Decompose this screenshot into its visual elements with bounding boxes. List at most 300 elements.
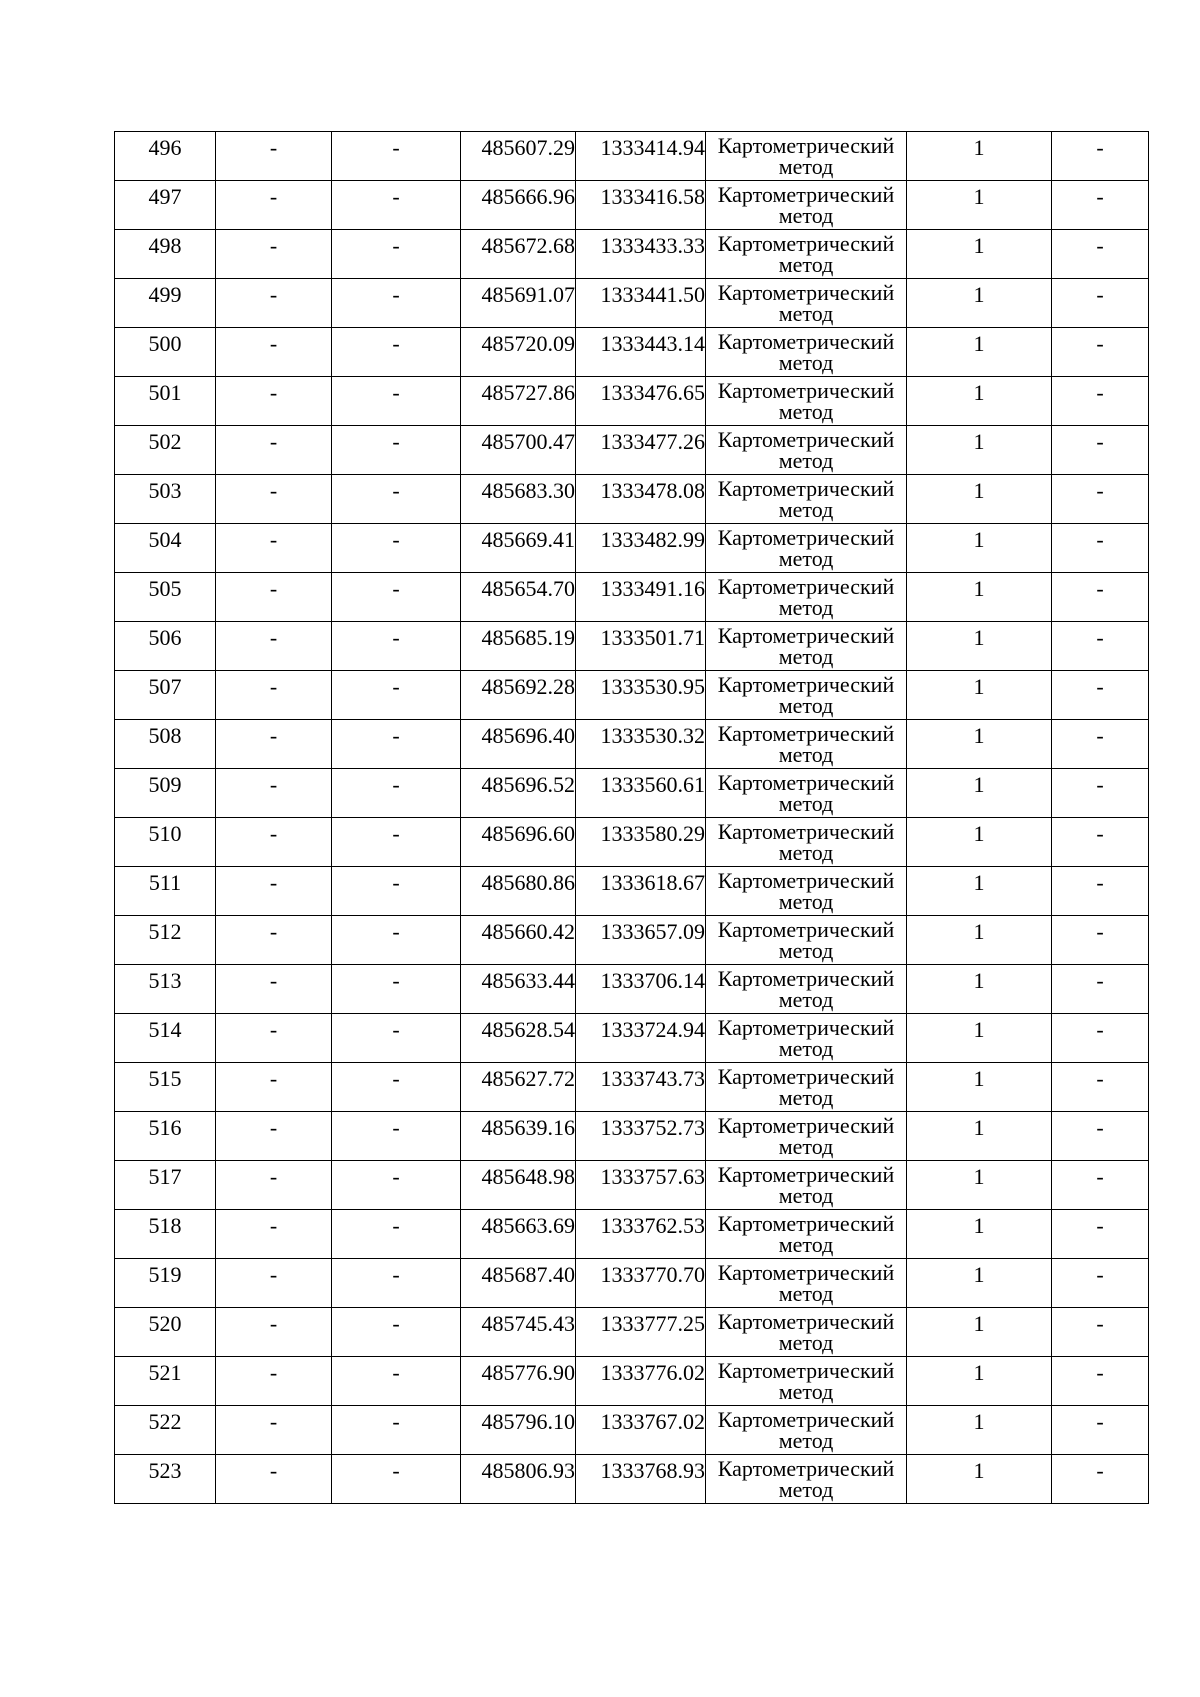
- method-line-2: метод: [778, 1183, 834, 1208]
- x-coordinate-value: 485796.10: [481, 1409, 575, 1434]
- x-coordinate-value: 485680.86: [481, 870, 575, 895]
- y-coordinate-cell: [576, 965, 706, 1014]
- dash-cell: [1052, 1455, 1149, 1504]
- accuracy-value: 1: [973, 674, 985, 699]
- dash-cell: [1052, 1063, 1149, 1112]
- x-coordinate-cell: [461, 867, 576, 916]
- point-number-value: 501: [148, 380, 182, 405]
- dash-value: -: [392, 478, 400, 503]
- x-coordinate-value: 485687.40: [481, 1262, 575, 1287]
- dash-cell: [332, 818, 461, 867]
- y-coordinate-cell: [576, 818, 706, 867]
- dash-value: -: [1096, 919, 1104, 944]
- point-number-value: 511: [148, 870, 182, 895]
- table-row: [115, 328, 1149, 377]
- y-coordinate-cell: [576, 524, 706, 573]
- point-number-cell: [115, 181, 216, 230]
- accuracy-value: 1: [973, 1017, 985, 1042]
- dash-cell: [1052, 475, 1149, 524]
- y-coordinate-value: 1333724.94: [600, 1017, 705, 1042]
- point-number-value: 519: [148, 1262, 182, 1287]
- method-line-2: метод: [778, 1477, 834, 1502]
- dash-cell: [332, 622, 461, 671]
- dash-cell: [1052, 769, 1149, 818]
- point-number-value: 502: [148, 429, 182, 454]
- x-coordinate-cell: [461, 475, 576, 524]
- y-coordinate-cell: [576, 1112, 706, 1161]
- accuracy-value: 1: [973, 870, 985, 895]
- table-row: [115, 1161, 1149, 1210]
- point-number-value: 504: [148, 527, 182, 552]
- method-cell: [706, 1112, 907, 1161]
- dash-value: -: [1096, 576, 1104, 601]
- dash-cell: [216, 1259, 332, 1308]
- dash-value: -: [1096, 135, 1104, 160]
- dash-value: -: [1096, 1017, 1104, 1042]
- dash-value: -: [269, 527, 278, 552]
- accuracy-cell: [907, 426, 1052, 475]
- x-coordinate-cell: [461, 524, 576, 573]
- dash-cell: [216, 1112, 332, 1161]
- table-row: [115, 1063, 1149, 1112]
- accuracy-cell: [907, 524, 1052, 573]
- method-line-2: метод: [778, 252, 834, 277]
- dash-value: -: [1096, 674, 1104, 699]
- method-line-1: Картометрический: [717, 623, 895, 648]
- y-coordinate-value: 1333580.29: [600, 821, 705, 846]
- point-number-cell: [115, 132, 216, 181]
- table-row: [115, 1112, 1149, 1161]
- method-line-1: Картометрический: [717, 672, 895, 697]
- dash-value: -: [1096, 1409, 1104, 1434]
- dash-cell: [332, 181, 461, 230]
- method-line-2: метод: [778, 1232, 834, 1257]
- x-coordinate-value: 485692.28: [481, 674, 575, 699]
- x-coordinate-value: 485633.44: [481, 968, 575, 993]
- accuracy-cell: [907, 1063, 1052, 1112]
- y-coordinate-cell: [576, 769, 706, 818]
- x-coordinate-cell: [461, 965, 576, 1014]
- method-cell: [706, 377, 907, 426]
- x-coordinate-value: 485648.98: [481, 1164, 575, 1189]
- dash-value: -: [392, 1458, 400, 1483]
- x-coordinate-cell: [461, 769, 576, 818]
- table-body: [115, 132, 1149, 1504]
- point-number-cell: [115, 1455, 216, 1504]
- accuracy-value: 1: [973, 1164, 985, 1189]
- dash-value: -: [269, 772, 278, 797]
- y-coordinate-cell: [576, 377, 706, 426]
- x-coordinate-cell: [461, 377, 576, 426]
- point-number-value: 499: [148, 282, 182, 307]
- dash-cell: [216, 1455, 332, 1504]
- y-coordinate-value: 1333762.53: [600, 1213, 705, 1238]
- method-line-2: метод: [778, 1281, 834, 1306]
- dash-cell: [216, 769, 332, 818]
- dash-cell: [1052, 1308, 1149, 1357]
- point-number-value: 516: [148, 1115, 182, 1140]
- dash-cell: [1052, 524, 1149, 573]
- accuracy-value: 1: [973, 282, 985, 307]
- accuracy-cell: [907, 1161, 1052, 1210]
- method-line-1: Картометрический: [717, 1113, 895, 1138]
- dash-value: -: [269, 233, 278, 258]
- dash-value: -: [269, 576, 278, 601]
- dash-value: -: [1096, 1066, 1104, 1091]
- x-coordinate-value: 485669.41: [481, 527, 575, 552]
- x-coordinate-value: 485696.60: [481, 821, 575, 846]
- x-coordinate-value: 485685.19: [481, 625, 575, 650]
- method-cell: [706, 1161, 907, 1210]
- y-coordinate-value: 1333443.14: [600, 331, 705, 356]
- table-row: [115, 1357, 1149, 1406]
- point-number-value: 509: [148, 772, 182, 797]
- method-line-2: метод: [778, 938, 834, 963]
- dash-value: -: [392, 723, 400, 748]
- method-line-1: Картометрический: [717, 231, 895, 256]
- dash-value: -: [269, 674, 278, 699]
- x-coordinate-cell: [461, 1063, 576, 1112]
- dash-cell: [216, 426, 332, 475]
- accuracy-value: 1: [973, 527, 985, 552]
- x-coordinate-cell: [461, 1406, 576, 1455]
- method-line-1: Картометрический: [717, 770, 895, 795]
- point-number-cell: [115, 1308, 216, 1357]
- accuracy-value: 1: [973, 184, 985, 209]
- dash-cell: [332, 328, 461, 377]
- table-row: [115, 1014, 1149, 1063]
- accuracy-cell: [907, 181, 1052, 230]
- dash-value: -: [269, 282, 278, 307]
- accuracy-value: 1: [973, 1115, 985, 1140]
- table-row: [115, 818, 1149, 867]
- table-row: [115, 475, 1149, 524]
- dash-cell: [1052, 328, 1149, 377]
- x-coordinate-value: 485628.54: [481, 1017, 575, 1042]
- dash-cell: [332, 965, 461, 1014]
- point-number-value: 522: [148, 1409, 182, 1434]
- dash-cell: [216, 622, 332, 671]
- dash-cell: [216, 1406, 332, 1455]
- y-coordinate-cell: [576, 1259, 706, 1308]
- dash-cell: [332, 377, 461, 426]
- x-coordinate-value: 485663.69: [481, 1213, 575, 1238]
- dash-cell: [332, 279, 461, 328]
- method-line-1: Картометрический: [717, 427, 895, 452]
- y-coordinate-value: 1333478.08: [600, 478, 705, 503]
- dash-value: -: [392, 1213, 400, 1238]
- y-coordinate-cell: [576, 328, 706, 377]
- dash-value: -: [269, 968, 278, 993]
- point-number-value: 497: [148, 184, 182, 209]
- dash-cell: [332, 671, 461, 720]
- dash-value: -: [1096, 380, 1104, 405]
- accuracy-cell: [907, 916, 1052, 965]
- dash-value: -: [392, 772, 400, 797]
- y-coordinate-value: 1333476.65: [600, 380, 705, 405]
- method-cell: [706, 769, 907, 818]
- accuracy-value: 1: [973, 576, 985, 601]
- point-number-cell: [115, 279, 216, 328]
- dash-value: -: [1096, 723, 1104, 748]
- dash-cell: [1052, 132, 1149, 181]
- point-number-value: 517: [148, 1164, 182, 1189]
- dash-value: -: [269, 1409, 278, 1434]
- dash-cell: [216, 230, 332, 279]
- method-cell: [706, 965, 907, 1014]
- method-cell: [706, 475, 907, 524]
- dash-value: -: [1096, 625, 1104, 650]
- dash-cell: [332, 1455, 461, 1504]
- x-coordinate-value: 485700.47: [481, 429, 575, 454]
- dash-value: -: [392, 135, 400, 160]
- dash-value: -: [392, 919, 400, 944]
- y-coordinate-value: 1333501.71: [600, 625, 705, 650]
- dash-value: -: [269, 184, 278, 209]
- dash-value: -: [392, 1409, 400, 1434]
- table-row: [115, 1406, 1149, 1455]
- dash-value: -: [392, 674, 400, 699]
- point-number-value: 523: [148, 1458, 182, 1483]
- method-line-1: Картометрический: [717, 133, 895, 158]
- accuracy-value: 1: [973, 1409, 985, 1434]
- y-coordinate-value: 1333441.50: [600, 282, 705, 307]
- method-line-1: Картометрический: [717, 819, 895, 844]
- method-line-1: Картометрический: [717, 1260, 895, 1285]
- dash-value: -: [392, 184, 400, 209]
- x-coordinate-cell: [461, 426, 576, 475]
- method-line-2: метод: [778, 1134, 834, 1159]
- x-coordinate-cell: [461, 1357, 576, 1406]
- x-coordinate-value: 485696.52: [481, 772, 575, 797]
- table-row: [115, 622, 1149, 671]
- accuracy-cell: [907, 1308, 1052, 1357]
- dash-value: -: [269, 870, 278, 895]
- point-number-cell: [115, 1014, 216, 1063]
- point-number-value: 506: [148, 625, 182, 650]
- method-cell: [706, 671, 907, 720]
- dash-cell: [216, 965, 332, 1014]
- method-line-1: Картометрический: [717, 1358, 895, 1383]
- dash-cell: [1052, 1210, 1149, 1259]
- dash-cell: [1052, 1259, 1149, 1308]
- method-line-1: Картометрический: [717, 1064, 895, 1089]
- dash-value: -: [392, 1311, 400, 1336]
- accuracy-cell: [907, 230, 1052, 279]
- accuracy-cell: [907, 1406, 1052, 1455]
- x-coordinate-value: 485654.70: [481, 576, 575, 601]
- dash-cell: [216, 1014, 332, 1063]
- y-coordinate-value: 1333706.14: [600, 968, 705, 993]
- dash-value: -: [269, 331, 278, 356]
- dash-cell: [1052, 573, 1149, 622]
- dash-cell: [1052, 426, 1149, 475]
- y-coordinate-cell: [576, 573, 706, 622]
- y-coordinate-cell: [576, 1406, 706, 1455]
- x-coordinate-cell: [461, 230, 576, 279]
- point-number-cell: [115, 1210, 216, 1259]
- y-coordinate-cell: [576, 1455, 706, 1504]
- dash-cell: [332, 1357, 461, 1406]
- accuracy-cell: [907, 573, 1052, 622]
- dash-cell: [216, 573, 332, 622]
- point-number-cell: [115, 916, 216, 965]
- point-number-cell: [115, 867, 216, 916]
- dash-value: -: [269, 919, 278, 944]
- x-coordinate-value: 485776.90: [481, 1360, 575, 1385]
- dash-cell: [332, 230, 461, 279]
- accuracy-value: 1: [973, 1311, 985, 1336]
- accuracy-value: 1: [973, 478, 985, 503]
- dash-value: -: [392, 429, 400, 454]
- method-cell: [706, 132, 907, 181]
- dash-cell: [1052, 720, 1149, 769]
- y-coordinate-value: 1333414.94: [600, 135, 705, 160]
- table-row: [115, 573, 1149, 622]
- point-number-value: 496: [148, 135, 182, 160]
- table-row: [115, 671, 1149, 720]
- y-coordinate-value: 1333477.26: [600, 429, 705, 454]
- method-line-2: метод: [778, 497, 834, 522]
- accuracy-cell: [907, 671, 1052, 720]
- dash-value: -: [269, 1458, 278, 1483]
- dash-cell: [216, 1357, 332, 1406]
- dash-value: -: [269, 723, 278, 748]
- method-line-2: метод: [778, 1085, 834, 1110]
- y-coordinate-value: 1333433.33: [600, 233, 705, 258]
- point-number-value: 513: [148, 968, 182, 993]
- method-line-1: Картометрический: [717, 1407, 895, 1432]
- accuracy-cell: [907, 1455, 1052, 1504]
- dash-value: -: [392, 968, 400, 993]
- method-line-2: метод: [778, 1379, 834, 1404]
- accuracy-value: 1: [973, 1262, 985, 1287]
- method-cell: [706, 426, 907, 475]
- method-line-1: Картометрический: [717, 917, 895, 942]
- point-number-cell: [115, 1112, 216, 1161]
- point-number-cell: [115, 1063, 216, 1112]
- y-coordinate-cell: [576, 279, 706, 328]
- dash-value: -: [269, 1360, 278, 1385]
- dash-value: -: [1096, 331, 1104, 356]
- y-coordinate-value: 1333560.61: [600, 772, 705, 797]
- method-line-1: Картометрический: [717, 1162, 895, 1187]
- y-coordinate-value: 1333657.09: [600, 919, 705, 944]
- y-coordinate-value: 1333777.25: [600, 1311, 705, 1336]
- method-line-1: Картометрический: [717, 1015, 895, 1040]
- table-row: [115, 426, 1149, 475]
- point-number-cell: [115, 769, 216, 818]
- dash-value: -: [1096, 527, 1104, 552]
- dash-cell: [332, 769, 461, 818]
- accuracy-cell: [907, 132, 1052, 181]
- dash-cell: [216, 671, 332, 720]
- y-coordinate-cell: [576, 671, 706, 720]
- y-coordinate-value: 1333530.32: [600, 723, 705, 748]
- y-coordinate-cell: [576, 867, 706, 916]
- point-number-cell: [115, 965, 216, 1014]
- y-coordinate-cell: [576, 916, 706, 965]
- method-line-2: метод: [778, 448, 834, 473]
- method-line-1: Картометрический: [717, 1456, 895, 1481]
- method-line-1: Картометрический: [717, 280, 895, 305]
- point-number-value: 500: [148, 331, 182, 356]
- accuracy-cell: [907, 622, 1052, 671]
- y-coordinate-cell: [576, 1308, 706, 1357]
- method-line-2: метод: [778, 1036, 834, 1061]
- method-line-2: метод: [778, 742, 834, 767]
- dash-value: -: [392, 870, 400, 895]
- dash-value: -: [1096, 1311, 1104, 1336]
- x-coordinate-cell: [461, 1308, 576, 1357]
- point-number-cell: [115, 1406, 216, 1455]
- dash-value: -: [269, 1066, 278, 1091]
- point-number-value: 505: [148, 576, 182, 601]
- y-coordinate-value: 1333757.63: [600, 1164, 705, 1189]
- dash-value: -: [1096, 233, 1104, 258]
- method-cell: [706, 1357, 907, 1406]
- table-row: [115, 769, 1149, 818]
- dash-cell: [216, 1063, 332, 1112]
- method-cell: [706, 573, 907, 622]
- table-row: [115, 524, 1149, 573]
- point-number-value: 514: [148, 1017, 182, 1042]
- method-cell: [706, 1014, 907, 1063]
- method-line-2: метод: [778, 693, 834, 718]
- dash-cell: [332, 1112, 461, 1161]
- dash-cell: [216, 916, 332, 965]
- point-number-value: 515: [148, 1066, 182, 1091]
- method-cell: [706, 1308, 907, 1357]
- dash-cell: [1052, 671, 1149, 720]
- dash-value: -: [1096, 870, 1104, 895]
- dash-value: -: [392, 380, 400, 405]
- table-row: [115, 916, 1149, 965]
- y-coordinate-cell: [576, 1357, 706, 1406]
- dash-cell: [332, 1161, 461, 1210]
- method-line-2: метод: [778, 154, 834, 179]
- accuracy-value: 1: [973, 1360, 985, 1385]
- accuracy-cell: [907, 867, 1052, 916]
- method-line-1: Картометрический: [717, 182, 895, 207]
- y-coordinate-value: 1333416.58: [600, 184, 705, 209]
- dash-cell: [1052, 818, 1149, 867]
- dash-value: -: [392, 1164, 400, 1189]
- x-coordinate-value: 485639.16: [481, 1115, 575, 1140]
- y-coordinate-value: 1333491.16: [600, 576, 705, 601]
- method-line-2: метод: [778, 546, 834, 571]
- y-coordinate-cell: [576, 230, 706, 279]
- x-coordinate-cell: [461, 328, 576, 377]
- dash-cell: [216, 818, 332, 867]
- table-row: [115, 1259, 1149, 1308]
- x-coordinate-value: 485727.86: [481, 380, 575, 405]
- coordinates-table: [114, 131, 1149, 1504]
- accuracy-value: 1: [973, 1066, 985, 1091]
- method-cell: [706, 818, 907, 867]
- dash-cell: [1052, 965, 1149, 1014]
- accuracy-value: 1: [973, 380, 985, 405]
- dash-value: -: [1096, 1164, 1104, 1189]
- point-number-cell: [115, 1161, 216, 1210]
- point-number-value: 508: [148, 723, 182, 748]
- accuracy-value: 1: [973, 1213, 985, 1238]
- dash-cell: [332, 1063, 461, 1112]
- x-coordinate-cell: [461, 1161, 576, 1210]
- method-line-1: Картометрический: [717, 721, 895, 746]
- dash-value: -: [269, 380, 278, 405]
- method-line-2: метод: [778, 987, 834, 1012]
